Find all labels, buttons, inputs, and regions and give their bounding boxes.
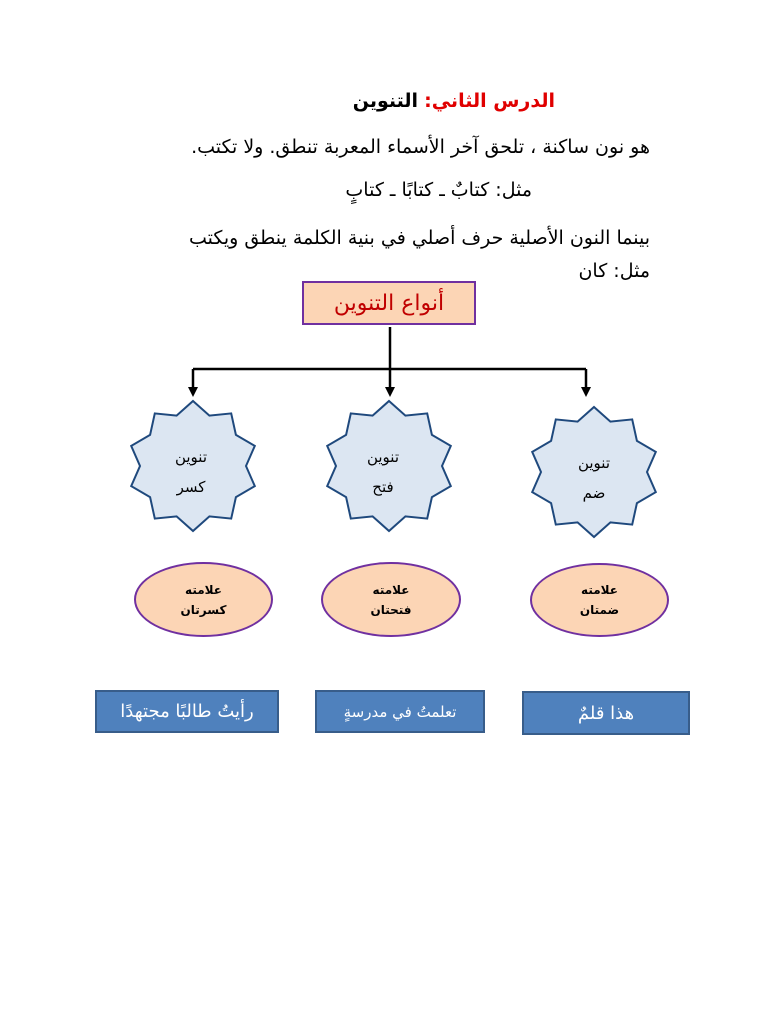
example-2-text: مثل: كان — [578, 260, 650, 282]
lesson-title-value: التنوين — [352, 90, 419, 112]
oval-kasr-line1: علامته — [185, 582, 222, 597]
star-damm-line1: تنوين — [577, 454, 611, 472]
star-kasr-line1: تنوين — [174, 448, 208, 466]
oval-fath-line2: فتحتان — [370, 602, 412, 617]
star-label-kasr — [131, 442, 251, 502]
tanween-types-header: أنواع التنوين — [302, 281, 476, 325]
oval-kasr — [134, 562, 273, 637]
oval-fath — [321, 562, 461, 637]
oval-kasr-line2: كسرتان — [180, 602, 227, 617]
oval-damm-line2: ضمتان — [579, 603, 620, 617]
oval-damm — [530, 563, 669, 637]
example-box-kasr: رأيتُ طالبًا مجتهدًا — [95, 690, 279, 733]
oval-damm-line1: علامته — [581, 583, 618, 597]
star-damm-line2: ضم — [582, 484, 606, 502]
lesson-title-label: الدرس الثاني: — [424, 90, 555, 112]
example-1-text: مثل: كتابٌ ـ كتابًا ـ كتابٍ — [345, 179, 532, 201]
example-box-fath: تعلمتُ في مدرسةٍ — [315, 690, 485, 733]
star-label-fath — [323, 442, 443, 502]
contrast-text: بينما النون الأصلية حرف أصلي في بنية الكلمة ينطق ويكتب — [188, 227, 650, 249]
star-label-damm — [534, 448, 654, 508]
definition-text: هو نون ساكنة ، تلحق آخر الأسماء المعربة تنطق. ولا تكتب. — [191, 136, 650, 158]
star-kasr-line2: كسر — [176, 478, 206, 496]
star-fath-line1: تنوين — [366, 448, 400, 466]
example-box-damm: هذا قلمٌ — [522, 691, 690, 735]
star-fath-line2: فتح — [372, 478, 394, 496]
oval-fath-line1: علامته — [372, 582, 410, 597]
